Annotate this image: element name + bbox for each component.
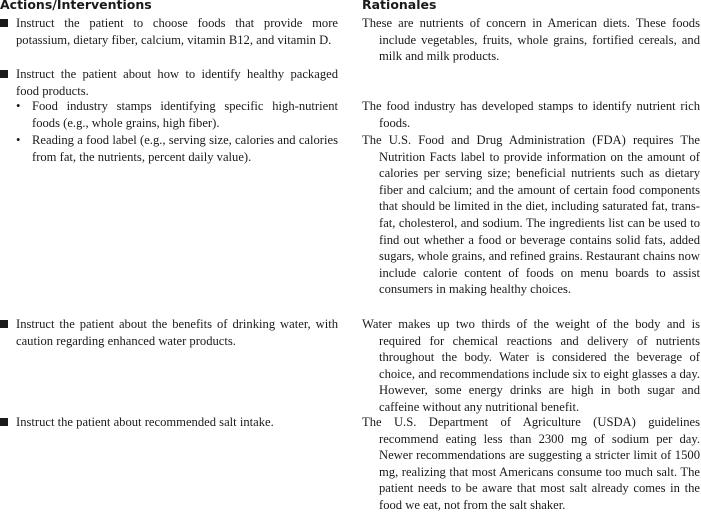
rationale-cell xyxy=(362,414,700,514)
subitem xyxy=(0,98,338,131)
subitem xyxy=(0,132,338,165)
action-text: Instruct the patient about recommended salt intake. xyxy=(16,415,274,429)
subitem-text: Food industry stamps identifying specific high-nutrient foods (e.g., whole grains, high fiber). xyxy=(32,99,338,130)
action-cell xyxy=(0,414,338,431)
rationale-cell xyxy=(362,98,700,131)
rationale-text: Water makes up two thirds of the weight of the body and is required for chemical reactions and delivery of nutrients throughout the body. Water is considered the beverage of choice, and recommendations include six to eight glasses a day. However, some energy drinks are high in both sugar and caffeine without any nutritional benefit. xyxy=(362,317,700,414)
action-cell xyxy=(0,316,338,349)
action-cell xyxy=(0,15,338,48)
rationales-header: Rationales xyxy=(362,0,437,12)
subitem-cell xyxy=(0,132,338,165)
rationale-cell xyxy=(362,132,700,298)
action-text: Instruct the patient about the benefits of drinking water, with caution regarding enhanced water products. xyxy=(16,317,338,348)
square-bullet-icon xyxy=(0,320,8,328)
actions-header: Actions/Interventions xyxy=(0,0,152,12)
rationale-text: The food industry has developed stamps to identify nutrient rich foods. xyxy=(362,99,700,130)
action-cell xyxy=(0,66,338,99)
action-text: Instruct the patient to choose foods that provide more potassium, dietary fiber, calcium, vitamin B12, and vitamin D. xyxy=(16,16,338,47)
subitem-text: Reading a food label (e.g., serving size, calories and calories from fat, the nutrients, percent daily value). xyxy=(32,133,338,164)
rationale-cell xyxy=(362,15,700,65)
dot-bullet-icon: • xyxy=(16,99,21,113)
rationale-text: These are nutrients of concern in American diets. These foods include vegetables, fruits, whole grains, fortified cereals, and milk and milk products. xyxy=(362,16,700,64)
subitem-cell xyxy=(0,98,338,131)
square-bullet-icon xyxy=(0,19,8,27)
square-bullet-icon xyxy=(0,70,8,78)
rationale-text: The U.S. Department of Agriculture (USDA) guidelines recommend eating less than 2300 mg of sodium per day. Newer recommendations are suggesting a stricter limit of 1500 mg, realizing that most Americans consume too much salt. The patient needs to be aware that most salt already comes in the food we eat, not from the salt shaker. xyxy=(362,415,700,512)
action-text: Instruct the patient about how to identify healthy packaged food products. xyxy=(16,67,338,98)
rationale-cell xyxy=(362,316,700,416)
square-bullet-icon xyxy=(0,418,8,426)
dot-bullet-icon: • xyxy=(16,133,21,147)
rationale-text: The U.S. Food and Drug Administration (FDA) requires The Nutrition Facts label to provide information on the amount of calories per serving size; beneficial nutrients such as dietary fiber and calcium; and the amount of certain food components that should be limited in the diet, including saturated fat, trans-fat, cholesterol, and sodium. The ingredients list can be used to find out whether a food or beverage contains solid fats, added sugars, whole grains, and refined grains. Restaurant chains now include calorie content of foods on menu boards to assist consumers in making healthy choices. xyxy=(362,133,700,297)
